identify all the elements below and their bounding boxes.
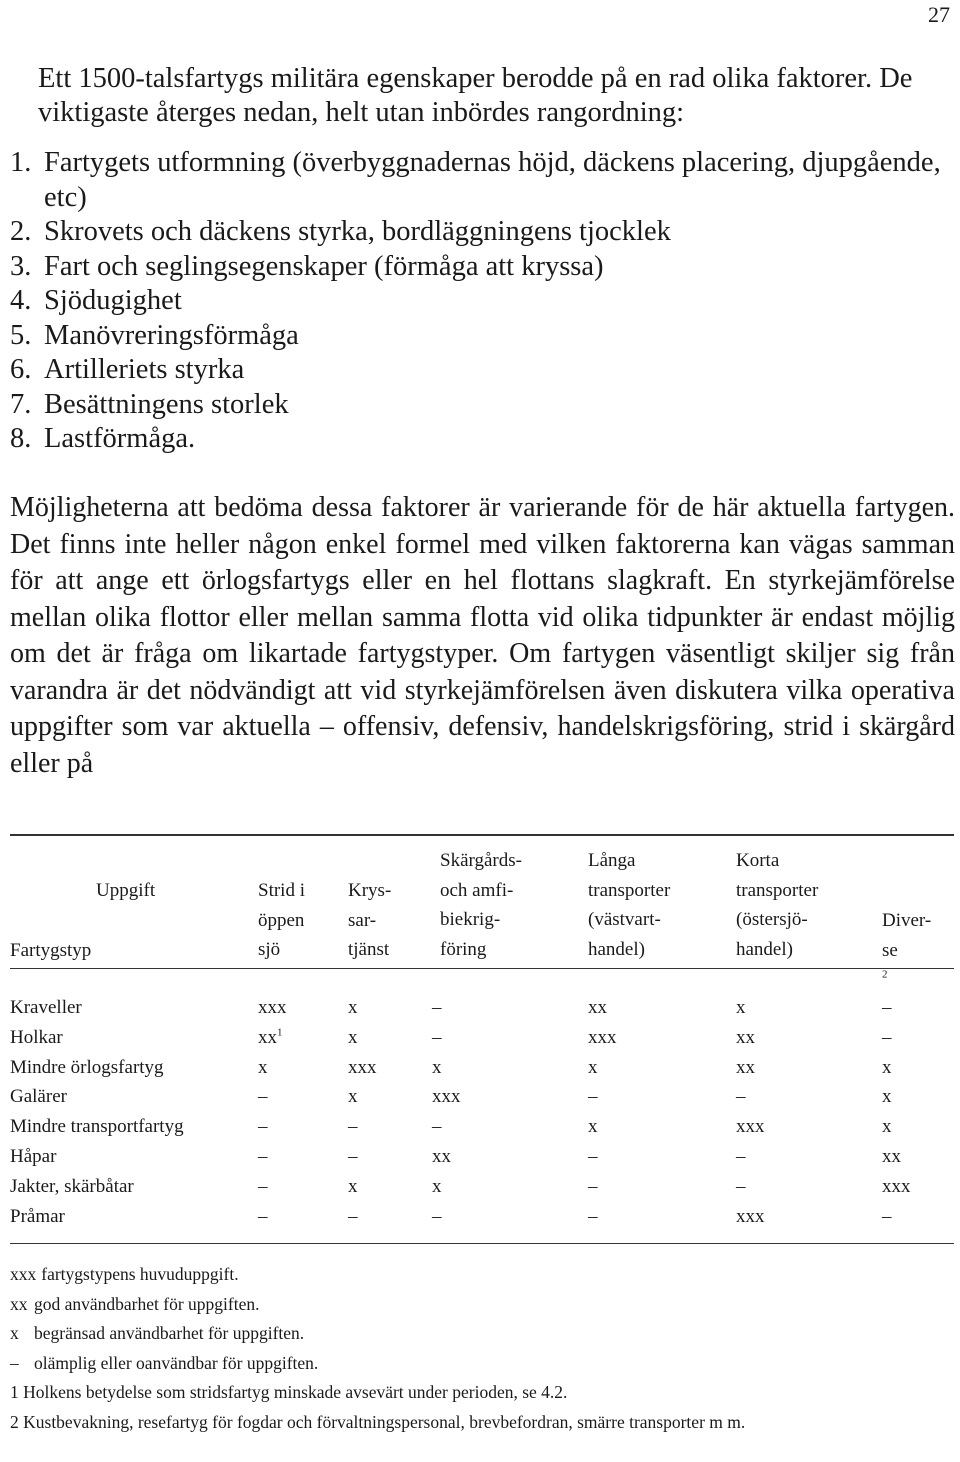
header-korta-transporter: Korta transporter (östersjö- handel) (736, 850, 819, 960)
table-cell: x (882, 1056, 892, 1078)
table-cell: – (348, 1145, 358, 1167)
list-item-number: 6. (10, 354, 32, 385)
table-cell: xxx (432, 1086, 461, 1108)
table-cell: x (348, 1175, 358, 1197)
list-item-number: 7. (10, 388, 32, 420)
table-cell: – (258, 1145, 268, 1167)
table-top-rule (10, 834, 954, 836)
table-cell: x (432, 1056, 442, 1078)
table-cell: xx (882, 1145, 901, 1167)
table-cell: x (348, 1086, 358, 1108)
table-cell: – (432, 997, 442, 1018)
table-cell: – (736, 1175, 746, 1197)
table-cell: x (588, 1056, 598, 1078)
table-cell: – (432, 1116, 442, 1138)
table-cell: xx (736, 1026, 755, 1048)
table-cell: xxx (882, 1175, 911, 1197)
list-item (10, 319, 950, 354)
table-cell: x (258, 1056, 268, 1078)
table-cell: – (348, 1205, 358, 1227)
header-kryssartjanst: Krys- sar- tjänst (348, 880, 392, 960)
table-cell: – (882, 1026, 892, 1048)
header-diverse: Diver- se $^2$ (882, 910, 932, 981)
list-item (10, 388, 950, 423)
table-cell: xxx (736, 1116, 765, 1138)
table-cell: x (432, 1175, 442, 1197)
legend-item: – olämplig eller oanvändbar för uppgiften. (10, 1352, 319, 1373)
table-cell: – (258, 1205, 268, 1227)
table-bottom-rule (10, 1243, 954, 1244)
table-cell: – (588, 1205, 598, 1227)
body-paragraph: Möjligheterna att bedöma dessa faktorer är varierande för de här aktuella fartygen. Det finns inte heller någon enkel formel med vilken faktorerna kan vägas samman för att ange ett örlogsfartygs eller en hel flottans slagkraft. En styrkejämförelse mellan olika flottor eller mellan samma flotta vid olika tidpunkter är endast möjlig om det är fråga om likartade fartygstyper. Om fartygen väsentligt skiljer sig från varandra är det nödvändigt att vid styrkejämförelsen även diskutera vilka operativa uppgifter som var aktuella – offensiv, defensiv, handelskrigsföring, strid i skärgård eller på (10, 492, 955, 779)
table-cell: – (588, 1145, 598, 1167)
header-uppgift: Uppgift (96, 880, 156, 901)
table-row (10, 993, 954, 1023)
legend-item: x begränsad användbarhet för uppgiften. (10, 1323, 305, 1343)
legend-item: xx god användbarhet för uppgiften. (10, 1293, 260, 1314)
list-item-number: 5. (10, 319, 32, 351)
footnote: 2 Kustbevakning, resefartyg för fogdar och förvaltningspersonal, brevbefordran, smärre transporter m m. (10, 1411, 746, 1432)
list-item-number: 3. (10, 250, 32, 282)
list-item-text: Artilleriets styrka (44, 354, 245, 385)
ship-type-cell: Jakter, skärbåtar (10, 1175, 134, 1197)
list-item-text: Besättningens storlek (44, 388, 289, 420)
table-cell: – (736, 1086, 746, 1108)
table-row (10, 1142, 954, 1172)
table-cell: – (258, 1116, 268, 1138)
footnote: 1 Holkens betydelse som stridsfartyg minskade avsevärt under perioden, se 4.2. (10, 1382, 568, 1402)
list-item (10, 353, 950, 388)
table-cell: xxx (348, 1056, 377, 1078)
header-strid-oppen-sjo: Strid i öppen sjö (258, 880, 305, 960)
table-row (10, 1112, 954, 1142)
table-cell: xx (432, 1145, 451, 1167)
table-cell: x (348, 997, 358, 1018)
table-cell: – (258, 1086, 268, 1108)
table-body (10, 993, 954, 1231)
header-fartygstyp: Fartygstyp (10, 940, 92, 961)
table-cell: x (882, 1086, 892, 1108)
table-cell: xxx (258, 997, 287, 1018)
ship-type-cell: Håpar (10, 1145, 57, 1167)
table-cell: $xx^1$ (258, 1026, 283, 1048)
ship-type-cell: Holkar (10, 1026, 63, 1048)
list-item (10, 250, 950, 285)
page-number: 27 (928, 2, 950, 27)
table-cell: – (432, 1205, 442, 1227)
list-item-text: Sjödugighet (44, 285, 182, 316)
ship-type-cell: Mindre transportfartyg (10, 1116, 184, 1138)
factor-list (10, 146, 950, 457)
list-item-text: Fartygets utformning (överbyggnadernas höjd, däckens placering, djupgående, etc) (44, 147, 941, 213)
table-cell: – (588, 1175, 598, 1197)
ship-type-cell: Mindre örlogsfartyg (10, 1056, 164, 1078)
ship-type-cell: Pråmar (10, 1205, 65, 1227)
table-cell: xxx (736, 1205, 765, 1227)
table-legend (10, 1260, 955, 1437)
table-row (10, 1172, 954, 1202)
table-cell: – (588, 1086, 598, 1108)
table-cell: x (588, 1116, 598, 1138)
table-header-rule (10, 968, 954, 969)
table-cell: – (348, 1116, 358, 1138)
table-row (10, 1082, 954, 1112)
header-langa-transporter: Långa transporter (västvart- handel) (588, 850, 671, 960)
list-item-text: Lastförmåga. (44, 423, 196, 454)
table-cell: x (882, 1116, 892, 1138)
table-cell: xx (736, 1056, 755, 1078)
ship-type-cell: Galärer (10, 1086, 67, 1108)
intro-paragraph: Ett 1500-talsfartygs militära egenskaper berodde på en rad olika faktorer. De viktigaste återges nedan, helt utan inbördes rangordning: (38, 63, 913, 128)
table-cell: – (736, 1145, 746, 1167)
table-cell: x (348, 1026, 358, 1048)
list-item-number: 2. (10, 216, 32, 247)
ship-type-cell: Kraveller (10, 997, 82, 1018)
table-cell: – (882, 1205, 892, 1227)
table-cell: – (882, 997, 892, 1018)
list-item (10, 284, 950, 319)
list-item-number: 1. (10, 147, 32, 178)
legend-item: xxx fartygstypens huvuduppgift. (10, 1264, 239, 1284)
table-cell: – (258, 1175, 268, 1197)
list-item-number: 8. (10, 423, 32, 454)
table-cell: xxx (588, 1026, 617, 1048)
table-cell: xx (588, 997, 607, 1018)
list-item-text: Manövreringsförmåga (44, 319, 299, 351)
table-row (10, 1053, 954, 1083)
list-item (10, 215, 950, 250)
list-item (10, 422, 950, 457)
table-row (10, 1202, 954, 1232)
list-item (10, 146, 950, 215)
table-cell: – (432, 1026, 442, 1048)
list-item-number: 4. (10, 285, 32, 316)
header-skargardskrig: Skärgårds- och amfi- biekrig- föring (440, 850, 522, 960)
list-item-text: Fart och seglingsegenskaper (förmåga att kryssa) (44, 250, 604, 282)
list-item-text: Skrovets och däckens styrka, bordläggningens tjocklek (44, 216, 671, 247)
table-row (10, 1023, 954, 1053)
table-cell: x (736, 997, 746, 1018)
